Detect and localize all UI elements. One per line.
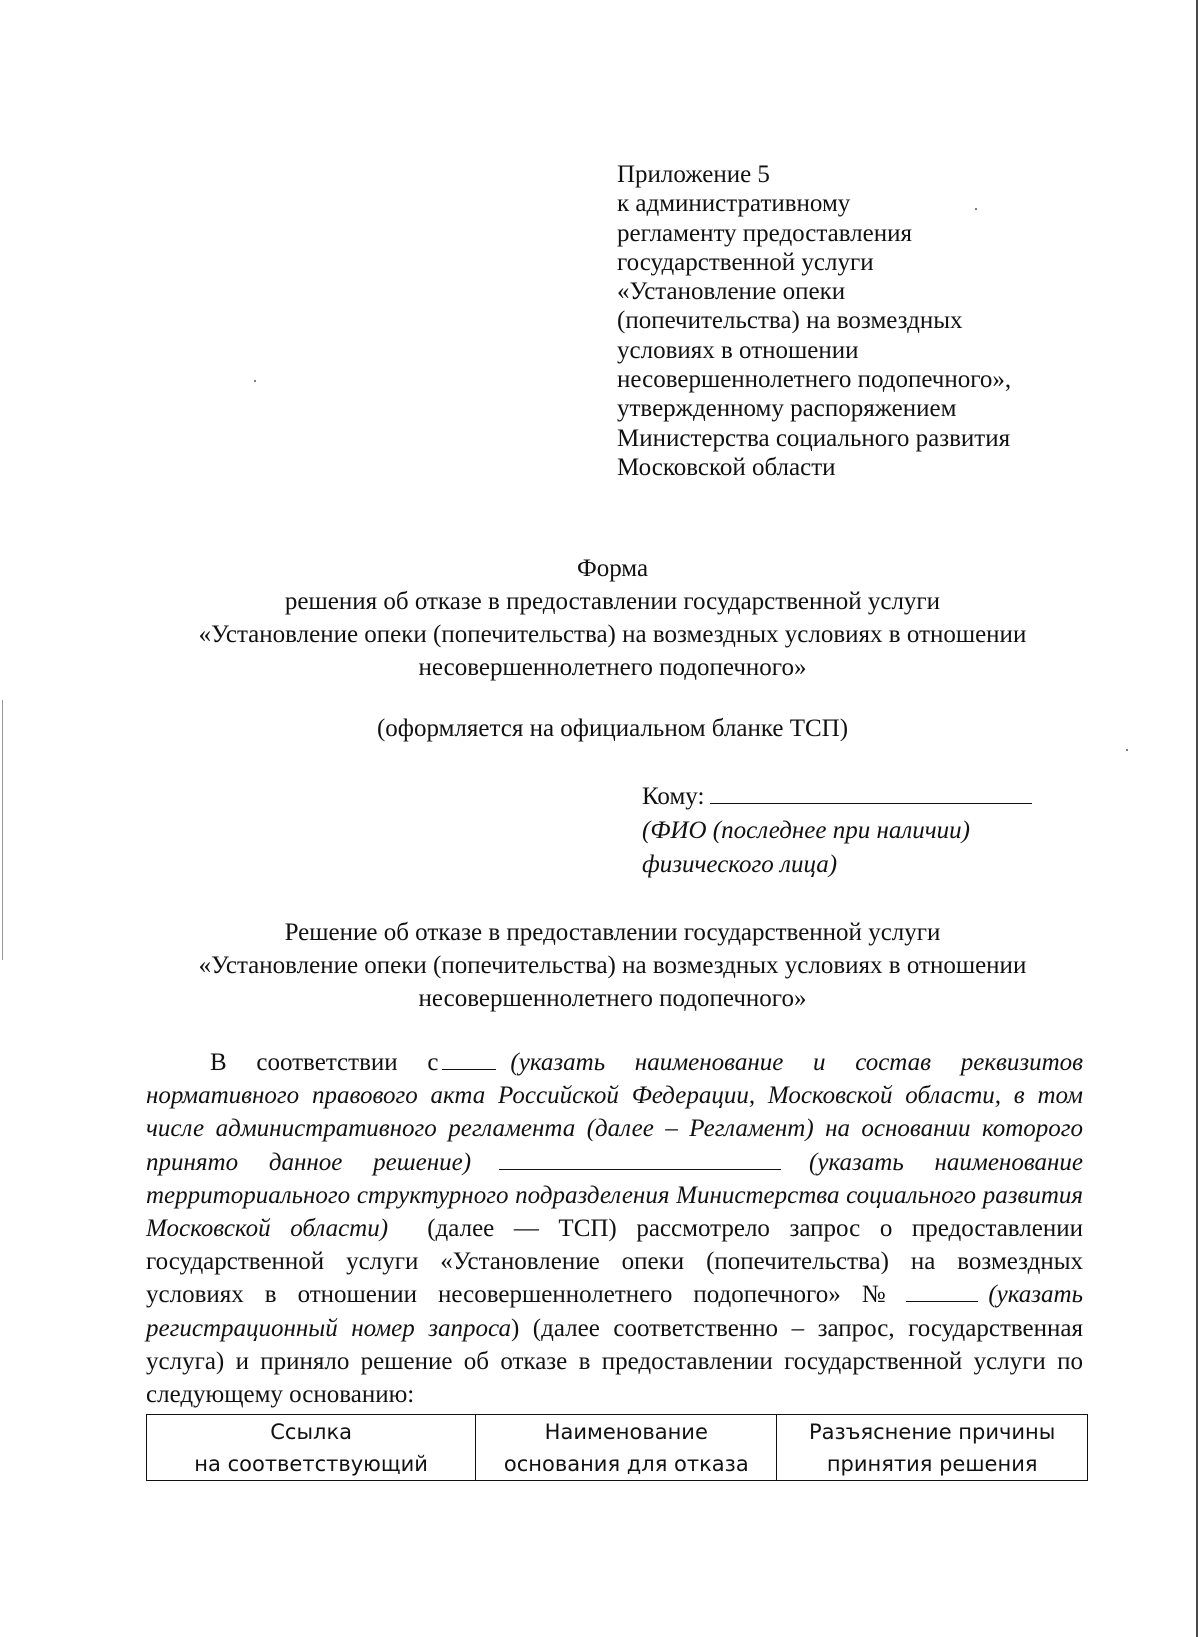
table-header-cell bbox=[147, 1415, 476, 1481]
header-line: Наименование bbox=[544, 1420, 708, 1444]
table-header-cell bbox=[777, 1415, 1088, 1481]
appendix-line: Приложение 5 bbox=[617, 161, 770, 188]
decision-title-line: «Установление опеки (попечительства) на возмездных условиях в отношении bbox=[198, 952, 1027, 979]
appendix-line: несовершеннолетнего подопечного», bbox=[617, 366, 1012, 394]
recipient-hint: физического лица) bbox=[642, 851, 838, 878]
form-title bbox=[140, 552, 1085, 684]
form-title-line: Форма bbox=[576, 555, 649, 582]
table-header-cell bbox=[476, 1415, 777, 1481]
table-header-row bbox=[147, 1415, 1088, 1481]
form-title-line: «Установление опеки (попечительства) на возмездных условиях в отношении bbox=[198, 621, 1027, 648]
recipient-label: Кому: bbox=[642, 783, 705, 810]
header-line: основания для отказа bbox=[503, 1452, 749, 1476]
recipient-name-field[interactable] bbox=[710, 781, 1032, 804]
decision-title-line: несовершеннолетнего подопечного» bbox=[418, 985, 807, 1012]
request-number-field[interactable] bbox=[906, 1281, 978, 1302]
appendix-header bbox=[617, 160, 1077, 482]
form-title-line: несовершеннолетнего подопечного» bbox=[418, 654, 807, 681]
body-text: ) (далее соответственно – запрос, государственная услуга) и приняло решение об отказе в предоставлении государственной услуги по следующему основанию: bbox=[146, 1314, 1083, 1409]
decision-title bbox=[140, 916, 1085, 1015]
header-line: на соответствующий bbox=[194, 1452, 428, 1476]
appendix-line: к административному bbox=[617, 190, 851, 218]
recipient-line bbox=[642, 780, 1082, 814]
body-text: В соответствии с bbox=[210, 1049, 439, 1076]
appendix-line: условиях в отношении bbox=[617, 336, 859, 364]
header-line: Разъяснение причины bbox=[808, 1420, 1056, 1444]
recipient-hint: (ФИО (последнее при наличии) bbox=[642, 817, 971, 844]
act-blank-field[interactable] bbox=[442, 1049, 496, 1070]
appendix-line: (попечительства) на возмездных bbox=[617, 307, 963, 335]
decision-body bbox=[146, 1046, 1083, 1411]
body-hint: (указать наименование территориального структурного подразделения Министерства социального развития Московской области) bbox=[146, 1148, 1083, 1243]
scan-speck bbox=[1126, 749, 1128, 751]
scan-page-edge bbox=[1196, 0, 1198, 1637]
recipient-block bbox=[642, 780, 1082, 882]
form-title-line: решения об отказе в предоставлении государственной услуги bbox=[284, 588, 941, 615]
appendix-line: регламенту предоставления bbox=[617, 219, 913, 247]
decision-title-line: Решение об отказе в предоставлении государственной услуги bbox=[284, 919, 941, 946]
header-line: принятия решения bbox=[826, 1452, 1038, 1476]
appendix-line: Министерства социального развития bbox=[617, 424, 1011, 452]
appendix-line: утвержденному распоряжением bbox=[617, 395, 957, 423]
appendix-line: «Установление опеки bbox=[617, 278, 846, 306]
scan-page-edge-left bbox=[2, 700, 3, 960]
tsp-blank-field[interactable] bbox=[499, 1149, 781, 1170]
scan-speck bbox=[254, 380, 256, 382]
appendix-line: Московской области bbox=[617, 453, 836, 481]
body-hint: (указать регистрационный номер запроса bbox=[146, 1281, 1083, 1342]
blank-note: (оформляется на официальном бланке ТСП) bbox=[376, 715, 849, 742]
body-text: (далее — ТСП) рассмотрело запрос о предоставлении государственной услуги «Установление опеки (попечительства) на возмездных условиях в отношении несовершеннолетнего подопечного» № bbox=[146, 1215, 1083, 1309]
header-line: Ссылка bbox=[270, 1420, 352, 1444]
appendix-line: государственной услуги bbox=[617, 248, 874, 276]
refusal-reasons-table bbox=[146, 1414, 1088, 1481]
body-hint: (указать наименование и состав реквизитов нормативного правового акта Российской Федерации, Московской области, в том числе административного регламента (далее – Регламент) на основании которого принято данное решение) bbox=[146, 1049, 1083, 1176]
